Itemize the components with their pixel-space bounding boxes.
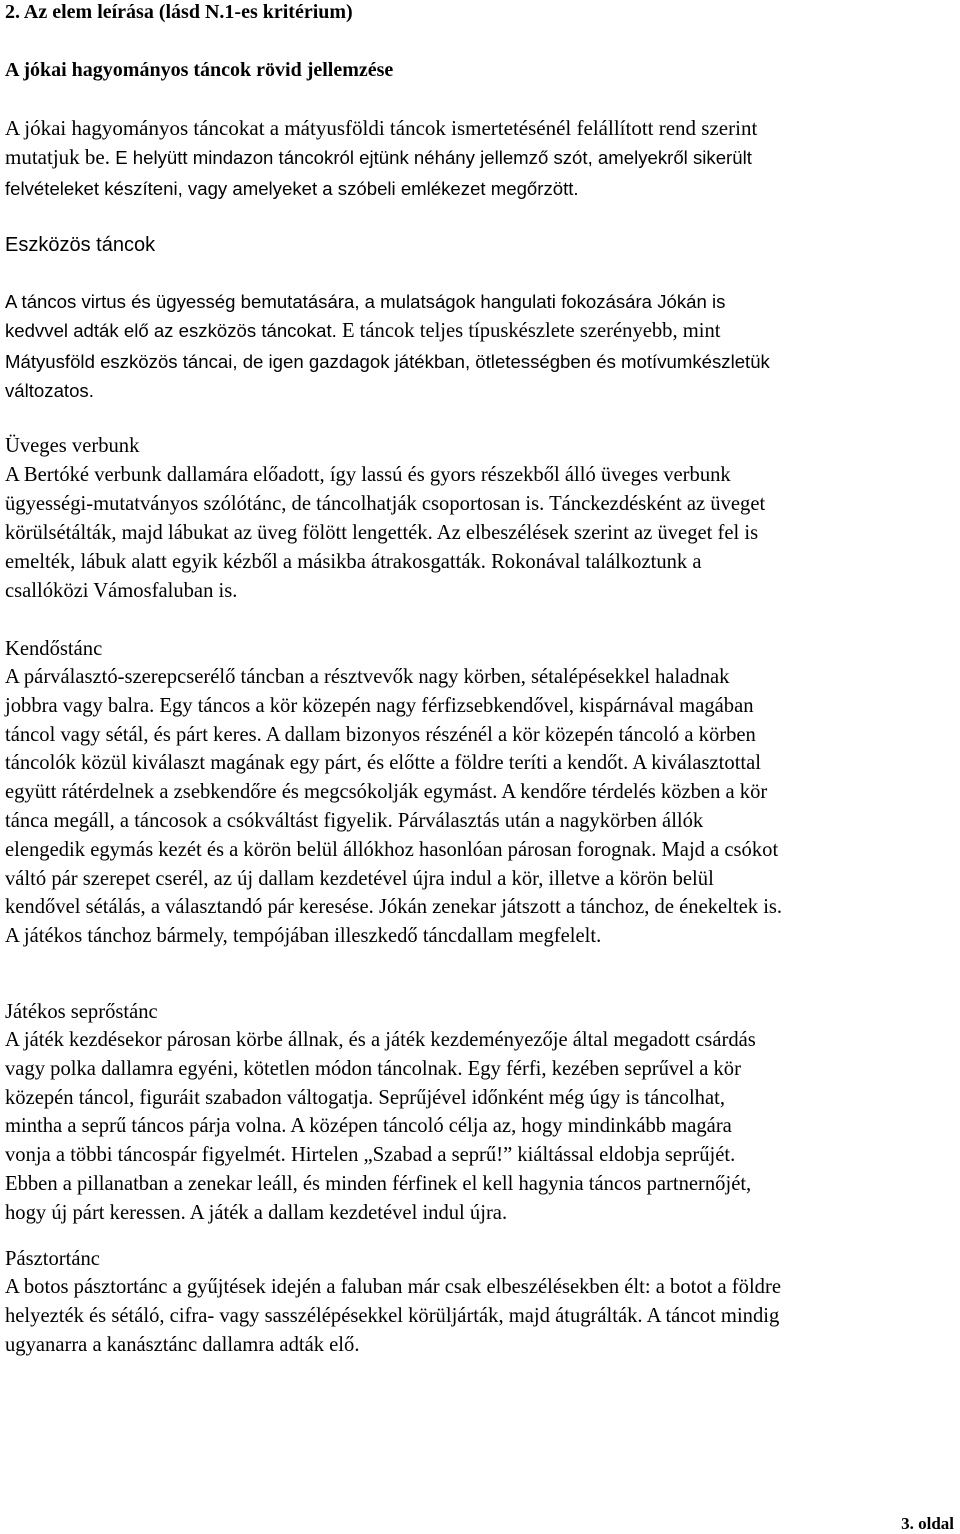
- kendos-line-4: táncolók közül kiválaszt magának egy párt, és előtte a földre teríti a kendőt. A kiválasztottal: [5, 752, 761, 775]
- kendos-line-10: A játékos tánchoz bármely, tempójában illeszkedő táncdallam megfelelt.: [5, 925, 602, 948]
- eszkozos-line-3: Mátyusföld eszközös táncai, de igen gazdagok játékban, ötletességben és motívumkészletük: [5, 351, 770, 372]
- kendos-line-6: tánca megáll, a táncosok a csókváltást figyelik. Párválasztás után a nagykörben állók: [5, 809, 704, 832]
- eszkozos-line-1: A táncos virtus és ügyesség bemutatására, a mulatságok hangulati fokozására Jókán is: [5, 291, 726, 312]
- intro-line-3: felvételeket készíteni, vagy amelyeket a szóbeli emlékezet megőrzött.: [5, 178, 579, 199]
- kendos-line-1: A párválasztó-szerepcserélő táncban a résztvevők nagy körben, sétalépésekkel haladnak: [5, 666, 730, 688]
- uveges-heading-text: Üveges verbunk: [5, 435, 140, 457]
- uveges-paragraph: [5, 461, 765, 606]
- seprus-heading-text: Játékos seprőstánc: [5, 1001, 158, 1023]
- intro-paragraph: [5, 114, 757, 203]
- eszkozos-paragraph: [5, 287, 770, 405]
- kendos-heading-text: Kendőstánc: [5, 638, 103, 660]
- pasztor-heading: [5, 1247, 100, 1271]
- eszkozos-line-2-serif: E táncok teljes típuskészlete szerényebb, mint: [341, 320, 721, 342]
- uveges-line-1: A Bertóké verbunk dallamára előadott, így lassú és gyors részekből álló üveges verbunk: [5, 464, 731, 486]
- document-subtitle: [5, 58, 393, 82]
- intro-line-1: A jókai hagyományos táncokat a mátyusföldi táncok ismertetésénél felállított rend szerint: [5, 116, 758, 140]
- page-number-text: 3. oldal: [901, 1514, 954, 1533]
- eszkozos-line-4: változatos.: [5, 380, 94, 401]
- document-subtitle-text: A jókai hagyományos táncok rövid jellemzése: [5, 59, 394, 81]
- uveges-line-3: körülsétálták, majd lábukat az üveg fölött lengették. Az elbeszélések szerint az üveget fel is: [5, 522, 759, 544]
- intro-line-2-serif: mutatjuk be.: [5, 145, 116, 169]
- kendos-line-3: táncol vagy sétál, és párt keres. A dallam bizonyos részénél a kör közepén táncoló a körben: [5, 723, 756, 746]
- seprus-line-7: hogy új párt keressen. A játék a dallam kezdetével indul újra.: [5, 1201, 508, 1224]
- intro-line-2: [5, 143, 757, 174]
- eszkozos-line-2: [5, 316, 770, 347]
- section-heading-text: 2. Az elem leírása (lásd N.1-es kritérium): [5, 1, 353, 23]
- kendos-line-5: együtt rátérdelnek a zsebkendőre és megcsókolják egymást. A kendőre térdelés közben a kör: [5, 781, 768, 804]
- pasztor-line-1: A botos pásztortánc a gyűjtések idején a faluban már csak elbeszélésekben élt: a botot a földre: [5, 1276, 781, 1298]
- seprus-line-2: vagy polka dallamra egyéni, kötetlen módon táncolnak. Egy férfi, kezében seprűvel a kör: [5, 1057, 741, 1080]
- seprus-line-1: A játék kezdésekor párosan körbe állnak, és a játék kezdeményezője által megadott csárdás: [5, 1029, 756, 1051]
- uveges-line-5: csallóközi Vámosfaluban is.: [5, 580, 238, 602]
- seprus-line-4: mintha a seprű táncos párja volna. A középen táncoló célja az, hogy mindinkább magára: [5, 1115, 732, 1138]
- seprus-line-6: Ebben a pillanatban a zenekar leáll, és minden férfinek el kell hagynia táncos partnernőjét,: [5, 1172, 752, 1195]
- kendos-line-7: elengedik egymás kezét és a körön belül állókhoz hasonlóan párosan forognak. Majd a csókot: [5, 838, 779, 861]
- kendos-paragraph: [5, 663, 782, 951]
- seprus-line-5: vonja a többi táncospár figyelmét. Hirtelen „Szabad a seprű!” kiáltással eldobja seprűjét.: [5, 1144, 736, 1167]
- seprus-line-3: közepén táncol, figuráit szabadon váltogatja. Seprűjével időnként még úgy is táncolhat,: [5, 1086, 725, 1109]
- pasztor-line-2: helyezték és sétáló, cifra- vagy sasszélépésekkel körüljárták, majd átugrálták. A táncot mindig: [5, 1304, 780, 1327]
- kendos-heading: [5, 637, 102, 661]
- seprus-heading: [5, 1000, 158, 1024]
- section-heading: [5, 0, 353, 24]
- eszkozos-line-2-sans: kedvvel adták elő az eszközös táncokat.: [5, 320, 342, 341]
- uveges-heading: [5, 434, 139, 458]
- uveges-line-4: emelték, lábuk alatt egyik kézből a másikba átrakosgatták. Rokonával találkoztunk a: [5, 551, 702, 573]
- uveges-line-2: ügyességi-mutatványos szólótánc, de táncolhatják csoportosan is. Tánckezdésként az üveget: [5, 493, 766, 515]
- intro-line-2-sans: E helyütt mindazon táncokról ejtünk néhány jellemző szót, amelyekről sikerült: [115, 147, 752, 168]
- page-number: [901, 1514, 954, 1534]
- kendos-line-8: váltó pár szerepet cserél, az új dallam kezdetével újra indul a kör, illetve a körön belül: [5, 867, 714, 890]
- pasztor-heading-text: Pásztortánc: [5, 1248, 100, 1270]
- kendos-line-2: jobbra vagy balra. Egy táncos a kör közepén nagy férfizsebkendővel, kispárnával magában: [5, 694, 754, 717]
- eszkozos-heading: [5, 233, 155, 257]
- kendos-line-9: kendővel sétálás, a választandó pár keresése. Jókán zenekar játszott a tánchoz, de énekeltek is.: [5, 896, 783, 919]
- pasztor-paragraph: [5, 1273, 781, 1359]
- pasztor-line-3: ugyanarra a kanásztánc dallamra adták elő.: [5, 1333, 360, 1356]
- seprus-paragraph: [5, 1026, 756, 1228]
- eszkozos-heading-text: Eszközös táncok: [5, 234, 156, 256]
